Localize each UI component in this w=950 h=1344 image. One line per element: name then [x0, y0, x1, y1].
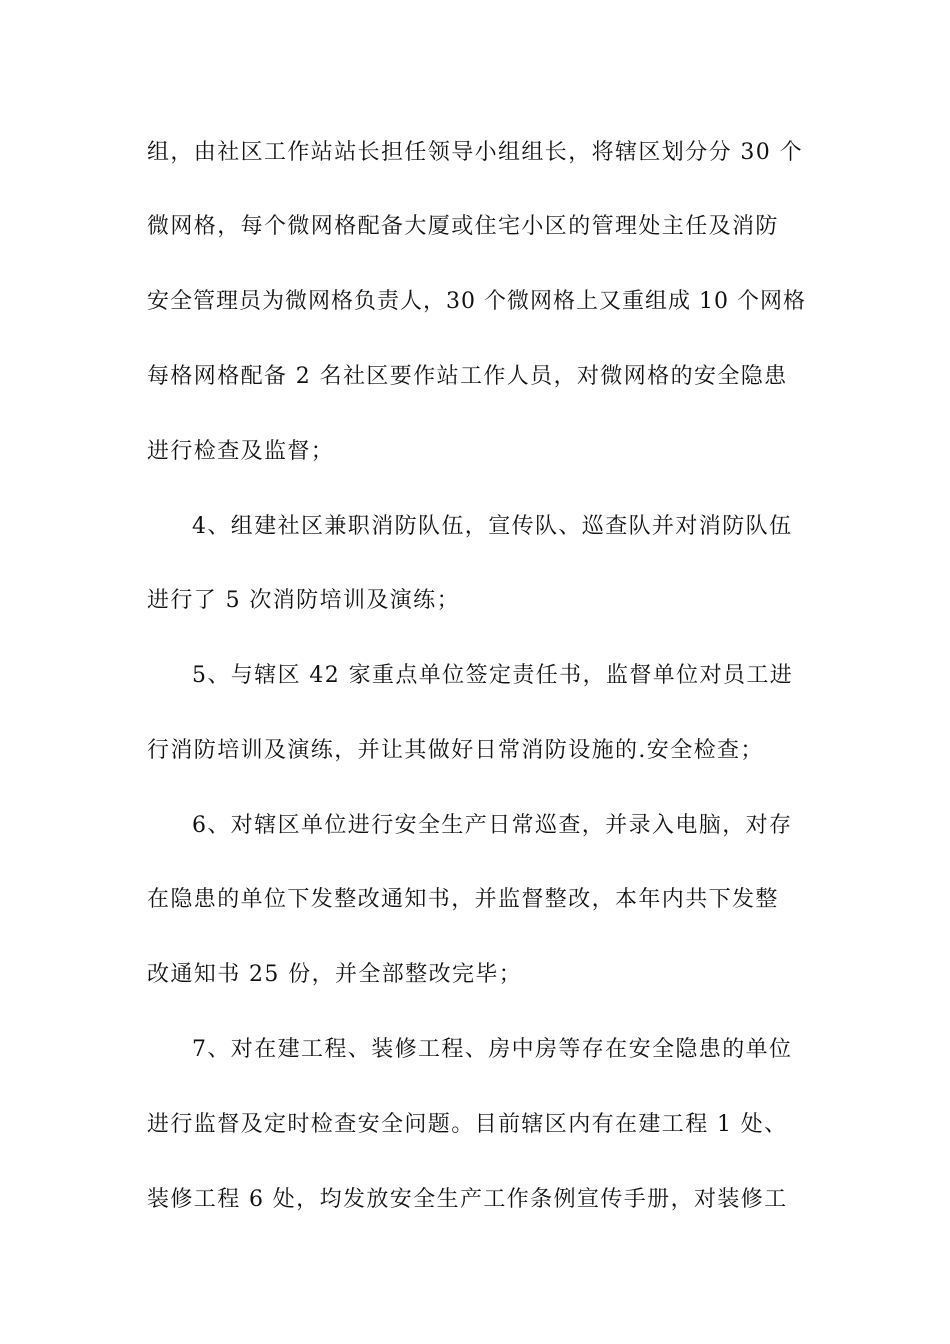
text-line: 装修工程 6 处，均发放安全生产工作条例宣传手册，对装修工 [147, 1187, 788, 1212]
text-line: 每格网格配备 2 名社区要作站工作人员，对微网格的安全隐患 [147, 364, 788, 389]
text-line: 进行了 5 次消防培训及演练； [147, 588, 460, 613]
text-line: 5、与辖区 42 家重点单位签定责任书，监督单位对员工进 [192, 663, 794, 688]
text-line: 进行监督及定时检查安全问题。目前辖区内有在建工程 1 处、 [147, 1112, 788, 1137]
text-line: 微网格，每个微网格配备大厦或住宅小区的管理处主任及消防 [147, 214, 779, 239]
text-line: 改通知书 25 份，并全部整改完毕； [147, 962, 523, 987]
text-line: 进行检查及监督； [147, 439, 335, 464]
text-line: 7、对在建工程、装修工程、房中房等存在安全隐患的单位 [192, 1037, 793, 1062]
text-line: 在隐患的单位下发整改通知书，并监督整改，本年内共下发整 [147, 887, 779, 912]
text-line: 行消防培训及演练，并让其做好日常消防设施的.安全检查； [147, 738, 764, 763]
text-line: 安全管理员为微网格负责人，30 个微网格上又重组成 10 个网格 [147, 289, 806, 314]
text-line: 6、对辖区单位进行安全生产日常巡查，并录入电脑，对存 [192, 813, 793, 838]
text-line: 4、组建社区兼职消防队伍，宣传队、巡查队并对消防队伍 [192, 514, 793, 539]
text-line: 组，由社区工作站站长担任领导小组组长，将辖区划分分 30 个 [147, 140, 803, 165]
